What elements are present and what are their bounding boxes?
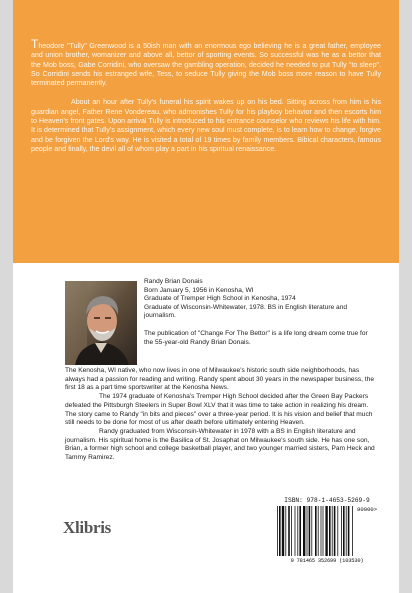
author-name: Randy Brian Donais <box>144 278 203 285</box>
bio-intro: The publication of "Change For The Bettor" is a life long dream come true for the 55-year-old Randy Brian Donais. <box>144 329 368 346</box>
publisher-logo: Xlibris <box>63 518 111 537</box>
isbn-barcode-box <box>275 496 379 568</box>
synopsis-paragraph-2: About an hour after Tully's funeral his spirit wakes up on his bed. Sitting across from him is his guardian angel, Father Rene Vondereau, who admonishes Tully for his playboy behavior and then escorts him to Heaven's front gates. Upon arrival Tully is introduced to his entrance counselor who reviews his life with him. It is determined that Tully's assignment, which every new soul must complete, is to learn how to change, forgive and be forgiven the Lord's way. He is visited a total of 19 times by family members. Bibical characters, famous people and finally, the devil all of whom play a part in his spiritual renaissance. <box>31 98 381 153</box>
book-back-cover <box>13 0 399 593</box>
drop-cap: T <box>31 37 39 51</box>
bio-paragraph-3: The 1974 graduate of Kenosha's Tremper High School decided after the Green Bay Packers defeated the Pittsburgh Steelers in Super Bowl XLV that it was time to take action in realizing his dream. The story came to Randy "in bits and pieces" over a three-year period. It is his vision and belief that much still needs to be done for most of us after death before ultimately entering Heaven. <box>65 393 373 427</box>
author-info <box>144 278 374 347</box>
synopsis-paragraph-1 <box>31 37 381 88</box>
synopsis-panel <box>13 0 399 263</box>
author-portrait-image <box>65 281 137 365</box>
author-education-1: Graduate of Tremper High School in Kenosha, 1974 <box>144 295 296 303</box>
author-education-2: Graduate of Wisconsin-Whitewater, 1978. BS in English literature and journalism. <box>144 303 348 320</box>
author-bio <box>65 367 375 463</box>
isbn-label: ISBN: 978-1-4653-5269-9 <box>284 497 370 504</box>
synopsis-paragraph-1-text: heodore "Tully" Greenwood is a 50ish man with an enormous ego believing he is a great father, employee and union brother, womanizer and above all, bettor of sporting events. So successful was he as a bettor that the Mob boss, Gabe Corridini, who oversaw the gambling operation, decided he needed to put Tully "to sleep". So Corridini sends his estranged wife, Tess, to seduce Tully giving the Mob boss more reason to have Tully terminated permanently. <box>31 42 381 88</box>
price-code: 90000> <box>357 506 378 513</box>
barcode-image <box>277 506 355 556</box>
author-photo <box>65 281 137 365</box>
bio-paragraph-2: The Kenosha, WI native, who now lives in one of Milwaukee's historic south side neighborhoods, has always had a passion for reading and writing. Randy spent about 30 years in the newspaper business, the first 18 as a part time sportswriter at the Kenosha News. <box>65 367 374 392</box>
author-born: Born January 5, 1956 in Kenosha, WI <box>144 286 254 294</box>
barcode-number: 9 781465 352699 (103530) <box>290 558 364 564</box>
bio-paragraph-4: Randy graduated from Wisconsin-Whitewater in 1978 with a BS in English literature and journalism. His spiritual home is the Basilica of St. Josaphat on Milwaukee's south side. He has one son, Brian, a former high school and college basketball player, and two younger married sisters, Pam Heck and Tammy Ramirez. <box>65 427 375 462</box>
